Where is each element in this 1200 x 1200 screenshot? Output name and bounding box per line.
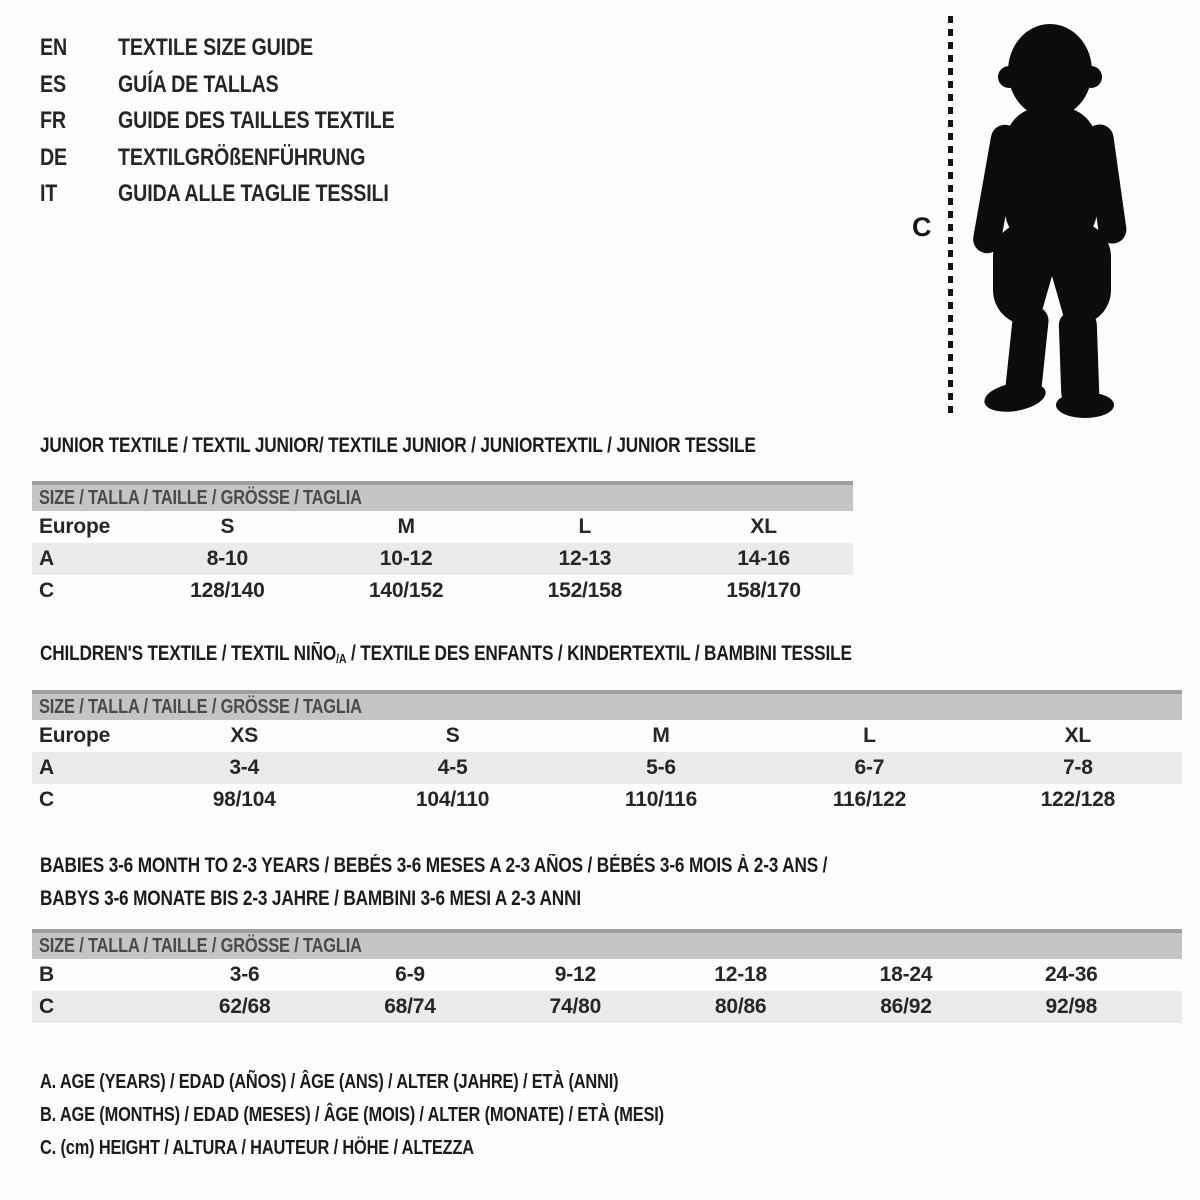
row-label: A (39, 756, 54, 779)
row-label: A (39, 547, 54, 570)
language-row (40, 103, 455, 140)
table-cell: 158/170 (726, 579, 801, 602)
table-cell: XS (230, 724, 259, 747)
language-title: GUÍA DE TALLAS (118, 70, 279, 98)
table-cell: 18-24 (879, 963, 933, 986)
footnote-a: A. AGE (YEARS) / EDAD (AÑOS) / ÂGE (ANS) / ALTER (JAHRE) / ETÀ (ANNI) (40, 1071, 619, 1093)
section-heading-babies: BABIES 3-6 MONTH TO 2-3 YEARS / BEBÉS 3-6 MESES A 2-3 AÑOS / BÉBÉS 3-6 MOIS À 2-3 ANS / BABYS 3-6 MONATE BIS 2-3 JAHRE / BAMBINI 3-6 MESI A 2-3 ANNI (40, 854, 828, 910)
height-measure-dashed-line (948, 16, 953, 416)
table-cell: 116/122 (832, 788, 907, 811)
table-rows (32, 511, 853, 607)
table-cell: 10-12 (379, 547, 433, 570)
table-cell: 92/98 (1045, 995, 1098, 1018)
table-cell: 6-9 (395, 963, 425, 986)
table-cell: 86/92 (880, 995, 932, 1018)
footnote-b: B. AGE (MONTHS) / EDAD (MESES) / ÂGE (MOIS) / ALTER (MONATE) / ETÀ (MESI) (40, 1104, 664, 1126)
language-code: DE (40, 143, 68, 171)
table-cell: 6-7 (854, 756, 885, 779)
table-row (32, 752, 1182, 784)
table-cell: 122/128 (1040, 788, 1116, 811)
table-row (32, 959, 1182, 991)
table-cell: L (863, 724, 876, 747)
language-title: TEXTILGRÖßENFÜHRUNG (118, 143, 366, 171)
table-header-bar: SIZE / TALLA / TAILLE / GRÖSSE / TAGLIA (32, 929, 1182, 959)
footnote-c: C. (cm) HEIGHT / ALTURA / HAUTEUR / HÖHE / ALTEZZA (40, 1137, 474, 1159)
table-row (32, 575, 853, 607)
table-cell: 80/86 (714, 995, 767, 1018)
row-label: C (39, 788, 54, 811)
language-title: TEXTILE SIZE GUIDE (118, 34, 313, 62)
table-cell: 140/152 (368, 579, 444, 602)
table-cell: 3-4 (229, 756, 260, 779)
children-size-table (32, 690, 1182, 816)
language-code: FR (40, 107, 66, 135)
table-cell: XL (1064, 724, 1092, 747)
babies-size-table (32, 929, 1182, 1023)
table-cell: 9-12 (554, 963, 596, 986)
row-label: B (39, 963, 54, 986)
table-row (32, 784, 1182, 816)
section-heading-junior: JUNIOR TEXTILE / TEXTIL JUNIOR/ TEXTILE JUNIOR / JUNIORTEXTIL / JUNIOR TESSILE (40, 434, 756, 457)
language-code: EN (40, 34, 68, 62)
table-rows (32, 720, 1182, 816)
language-title-list (40, 30, 455, 213)
language-code: IT (40, 180, 58, 208)
language-title: GUIDE DES TAILLES TEXTILE (118, 107, 395, 135)
footnote-legend (40, 1066, 801, 1165)
toddler-silhouette-icon (966, 14, 1138, 419)
row-label: Europe (39, 515, 111, 538)
table-row (32, 991, 1182, 1023)
table-cell: 128/140 (190, 579, 265, 602)
table-cell: 12-18 (714, 963, 767, 986)
table-cell: 14-16 (737, 547, 790, 570)
table-cell: 104/110 (415, 788, 490, 811)
table-cell: 98/104 (212, 788, 276, 811)
table-header-bar: SIZE / TALLA / TAILLE / GRÖSSE / TAGLIA (32, 690, 1182, 720)
language-row (40, 176, 455, 213)
table-cell: 4-5 (437, 756, 468, 779)
language-row (40, 30, 455, 67)
table-cell: 8-10 (206, 547, 248, 570)
table-cell: 74/80 (549, 995, 602, 1018)
table-cell: 24-36 (1044, 963, 1098, 986)
table-header-bar: SIZE / TALLA / TAILLE / GRÖSSE / TAGLIA (32, 481, 853, 511)
heading-subscript: /A (336, 651, 347, 666)
language-title: GUIDA ALLE TAGLIE TESSILI (118, 180, 389, 208)
height-measure-label: C (912, 212, 932, 242)
table-cell: 7-8 (1062, 756, 1093, 779)
table-cell: 68/74 (384, 995, 436, 1018)
table-cell: 152/158 (547, 579, 623, 602)
table-row (32, 720, 1182, 752)
table-row (32, 511, 853, 543)
table-cell: 110/116 (624, 788, 698, 811)
row-label: Europe (39, 724, 111, 747)
table-cell: 62/68 (218, 995, 271, 1018)
table-cell: 5-6 (646, 756, 676, 779)
table-cell: M (397, 515, 415, 538)
junior-size-table (32, 481, 853, 607)
language-row (40, 67, 455, 104)
table-row (32, 543, 853, 575)
table-cell: 12-13 (558, 547, 612, 570)
table-cell: M (652, 724, 670, 747)
table-cell: XL (750, 515, 777, 538)
table-cell: S (445, 724, 460, 747)
section-heading-children: CHILDREN'S TEXTILE / TEXTIL NIÑO/A / TEXTILE DES ENFANTS / KINDERTEXTIL / BAMBINI TESSILE (40, 642, 852, 666)
table-cell: 3-6 (229, 963, 260, 986)
row-label: C (39, 995, 54, 1018)
row-label: C (39, 579, 54, 602)
table-rows (32, 959, 1182, 1023)
table-cell: S (220, 515, 235, 538)
table-cell: L (578, 515, 592, 538)
language-row (40, 140, 455, 177)
language-code: ES (40, 70, 66, 98)
